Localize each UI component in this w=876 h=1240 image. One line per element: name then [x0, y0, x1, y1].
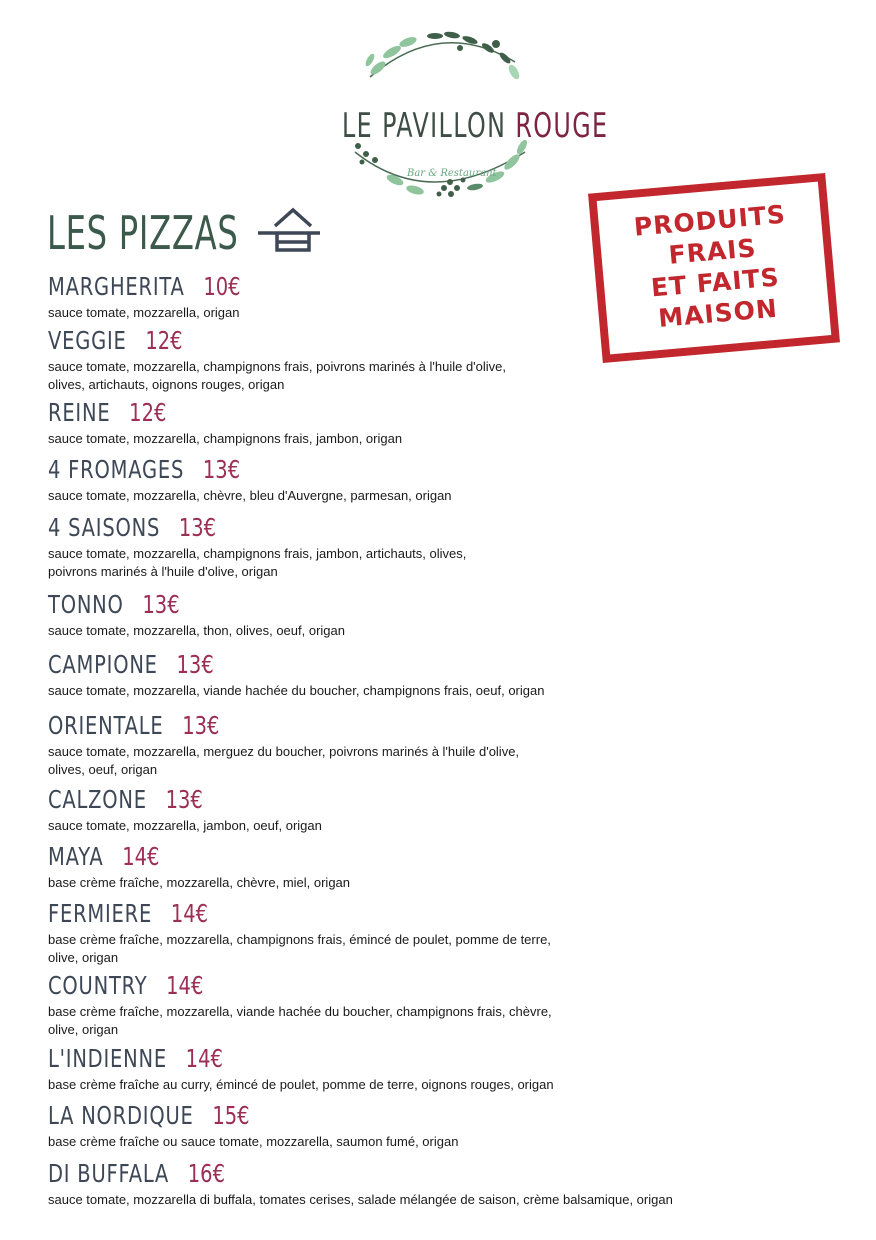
home-icon	[256, 204, 322, 254]
menu-item-header	[48, 513, 672, 543]
pizza-price: 13€	[202, 455, 241, 484]
menu-item-header	[48, 899, 672, 929]
pizza-name: MARGHERITA	[48, 272, 185, 301]
pizza-price: 14€	[185, 1044, 223, 1073]
pizza-name: DI BUFFALA	[48, 1159, 170, 1188]
pizza-description: base crème fraîche au curry, émincé de poulet, pomme de terre, oignons rouges, origan	[48, 1077, 554, 1092]
pizza-price: 13€	[142, 590, 180, 619]
pizza-description: sauce tomate, mozzarella, champignons frais, poivrons marinés à l'huile d'olive, olives, artichauts, oignons rouges, origan	[48, 359, 507, 392]
menu-item-header	[48, 590, 672, 620]
pizza-price: 10€	[203, 272, 241, 301]
pizza-description: sauce tomate, mozzarella, merguez du boucher, poivrons marinés à l'huile d'olive, olives, oeuf, origan	[48, 744, 520, 777]
menu-item	[48, 1101, 848, 1151]
pizza-price: 13€	[165, 785, 203, 814]
menu-item	[48, 1159, 848, 1209]
pizza-name: MAYA	[48, 842, 104, 871]
menu-item-header	[48, 1044, 672, 1074]
pizza-description: sauce tomate, mozzarella, jambon, oeuf, origan	[48, 818, 322, 833]
menu-item-header	[48, 842, 672, 872]
pizza-name: L'INDIENNE	[48, 1044, 167, 1073]
menu-item	[48, 590, 848, 640]
menu-item-header	[48, 272, 672, 302]
pizza-description: sauce tomate, mozzarella, champignons frais, jambon, origan	[48, 431, 403, 446]
pizza-name: CALZONE	[48, 785, 147, 814]
menu-item-header	[48, 1159, 672, 1189]
menu-item	[48, 398, 848, 448]
menu-item	[48, 513, 848, 581]
pizza-name: VEGGIE	[48, 326, 127, 355]
menu-item-header	[48, 1101, 672, 1131]
pizza-description: sauce tomate, mozzarella di buffala, tomates cerises, salade mélangée de saison, crème balsamique, origan	[48, 1192, 673, 1207]
restaurant-name-accent: ROUGE	[515, 106, 609, 146]
pizza-description: base crème fraîche, mozzarella, viande hachée du boucher, champignons frais, chèvre, olive, origan	[48, 1004, 552, 1037]
menu-item	[48, 650, 848, 700]
pizza-price: 12€	[129, 398, 167, 427]
menu-item-header	[48, 398, 672, 428]
menu-item	[48, 272, 848, 322]
pizza-price: 13€	[182, 711, 220, 740]
menu-item	[48, 455, 848, 505]
pizza-description: sauce tomate, mozzarella, thon, olives, oeuf, origan	[48, 623, 345, 638]
pizza-price: 12€	[145, 326, 183, 355]
pizza-name: REINE	[48, 398, 111, 427]
menu-item	[48, 785, 848, 835]
pizza-price: 13€	[176, 650, 214, 679]
pizza-name: COUNTRY	[48, 971, 148, 1000]
menu-item	[48, 1044, 848, 1094]
pizza-price: 15€	[212, 1101, 250, 1130]
pizza-name: 4 SAISONS	[48, 513, 161, 542]
menu-item-header	[48, 785, 672, 815]
menu-item	[48, 842, 848, 892]
restaurant-name	[342, 106, 609, 146]
pizza-price: 14€	[170, 899, 209, 928]
pizza-description: base crème fraîche, mozzarella, champignons frais, émincé de poulet, pomme de terre, olive, origan	[48, 932, 551, 965]
pizza-price: 16€	[187, 1159, 225, 1188]
pizza-price: 14€	[166, 971, 204, 1000]
menu-item	[48, 899, 848, 967]
pizza-description: sauce tomate, mozzarella, viande hachée du boucher, champignons frais, oeuf, origan	[48, 683, 545, 698]
menu-item-header	[48, 650, 672, 680]
pizza-description: sauce tomate, mozzarella, origan	[48, 305, 240, 320]
pizza-description: base crème fraîche ou sauce tomate, mozzarella, saumon fumé, origan	[48, 1134, 459, 1149]
pizza-name: FERMIERE	[48, 899, 153, 928]
restaurant-subtitle: Bar & Restaurant	[407, 168, 497, 179]
pizza-price: 13€	[178, 513, 217, 542]
pizza-name: LA NORDIQUE	[48, 1101, 194, 1130]
pizza-name: CAMPIONE	[48, 650, 158, 679]
menu-item-header	[48, 326, 672, 356]
menu-item-header	[48, 711, 672, 741]
restaurant-logo	[300, 22, 609, 217]
pizza-name: 4 FROMAGES	[48, 455, 185, 484]
pizza-price: 14€	[122, 842, 160, 871]
menu-item	[48, 711, 848, 779]
menu-item-header	[48, 455, 672, 485]
restaurant-name-prefix: LE PAVILLON	[342, 106, 516, 146]
pizza-name: TONNO	[48, 590, 124, 619]
stamp-text: PRODUITS FRAIS ET FAITS MAISON	[632, 199, 787, 333]
pizza-name: ORIENTALE	[48, 711, 164, 740]
pizza-description: sauce tomate, mozzarella, champignons frais, jambon, artichauts, olives, poivrons marinés à l'huile d'olive, origan	[48, 546, 467, 579]
pizza-description: sauce tomate, mozzarella, chèvre, bleu d'Auvergne, parmesan, origan	[48, 488, 452, 503]
section-title: LES PIZZAS	[47, 206, 239, 260]
menu-item-header	[48, 971, 672, 1001]
menu-item	[48, 326, 848, 394]
pizza-description: base crème fraîche, mozzarella, chèvre, miel, origan	[48, 875, 351, 890]
menu-item	[48, 971, 848, 1039]
